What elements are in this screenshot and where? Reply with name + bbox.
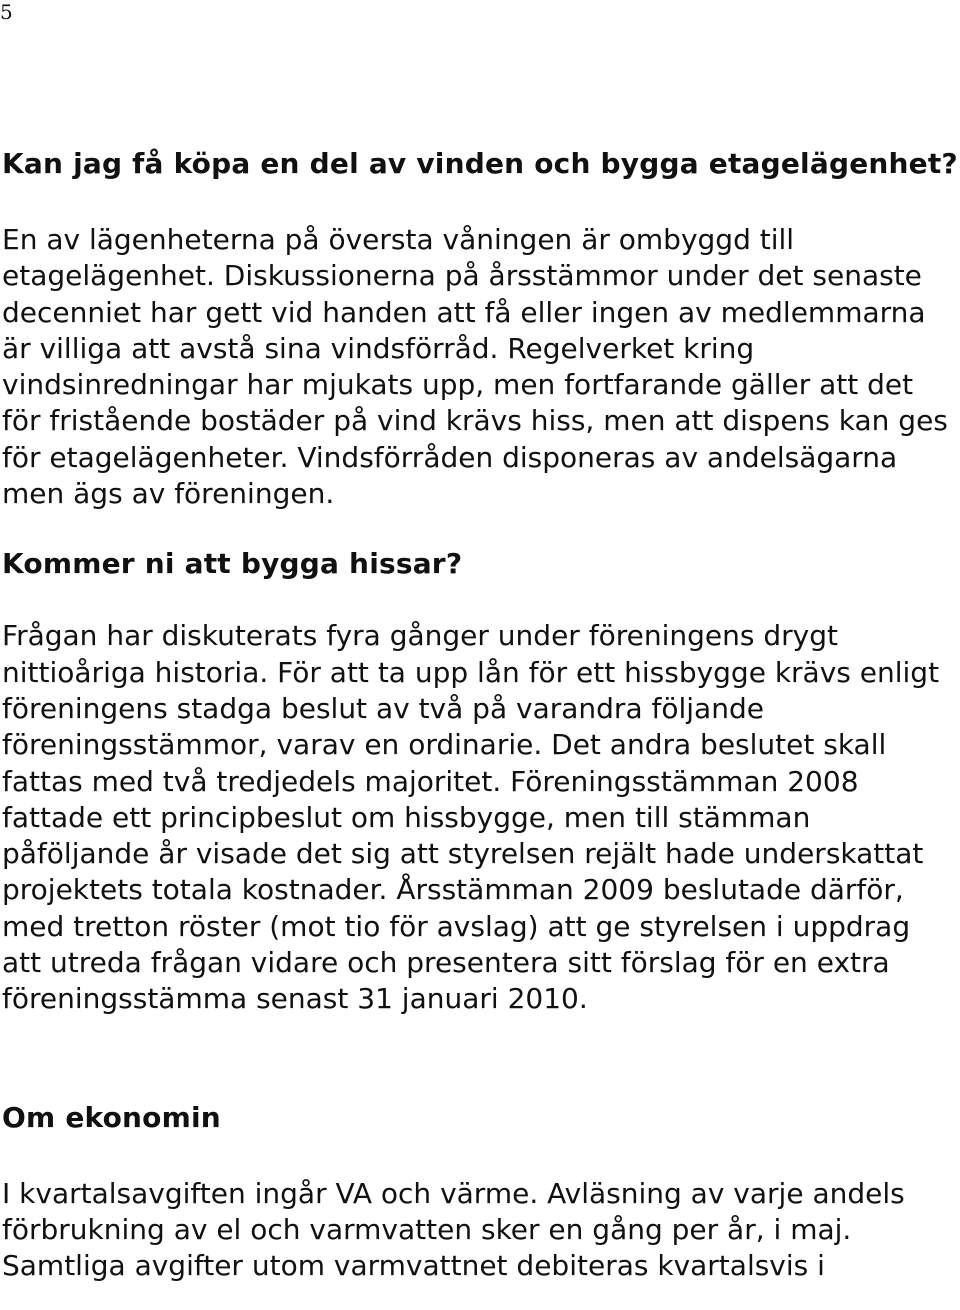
section-paragraph-vind: En av lägenheterna på översta våningen är ombyggd till etagelägenhet. Diskussionerna på årsstämmor under det senaste decenniet har gett vid handen att få eller ingen av medlemmarna är villiga att avstå sina vindsförråd. Regelverket kring vindsinredningar har mjukats upp, men fortfarande gäller att det för fristående bostäder på vind krävs hiss, men att dispens kan ges för etagelägenheter. Vindsförråden disponeras av andelsägarna men ägs av föreningen. xyxy=(2,223,948,511)
section-paragraph-hissar: Frågan har diskuterats fyra gånger under föreningens drygt nittioåriga historia. För att ta upp lån för ett hissbygge krävs enligt föreningens stadga beslut av två på varandra följande föreningsstämmor, varav en ordinarie. Det andra beslutet skall fattas med två tredjedels majoritet. Föreningsstämman 2008 fattade ett principbeslut om hissbygge, men till stämman påföljande år visade det sig att styrelsen rejält hade underskattat projektets totala kostnader. Årsstämman 2009 beslutade därför, med tretton röster (mot tio för avslag) att ge styrelsen i uppdrag att utreda frågan vidare och presentera sitt förslag för en extra föreningsstämma senast 31 januari 2010. xyxy=(2,619,940,1016)
document-body xyxy=(2,146,958,1285)
section-heading-hissar: Kommer ni att bygga hissar? xyxy=(2,547,463,581)
page-number: 5 xyxy=(0,0,13,24)
section-heading-vind: Kan jag få köpa en del av vinden och bygga etagelägenhet? xyxy=(2,147,958,180)
section-heading-ekonomi: Om ekonomin xyxy=(2,1100,221,1134)
section-paragraph-ekonomi: I kvartalsavgiften ingår VA och värme. Avläsning av varje andels förbrukning av el och varmvatten sker en gång per år, i maj. Samtliga avgifter utom varmvattnet debiteras kvartalsvis i xyxy=(2,1176,905,1283)
